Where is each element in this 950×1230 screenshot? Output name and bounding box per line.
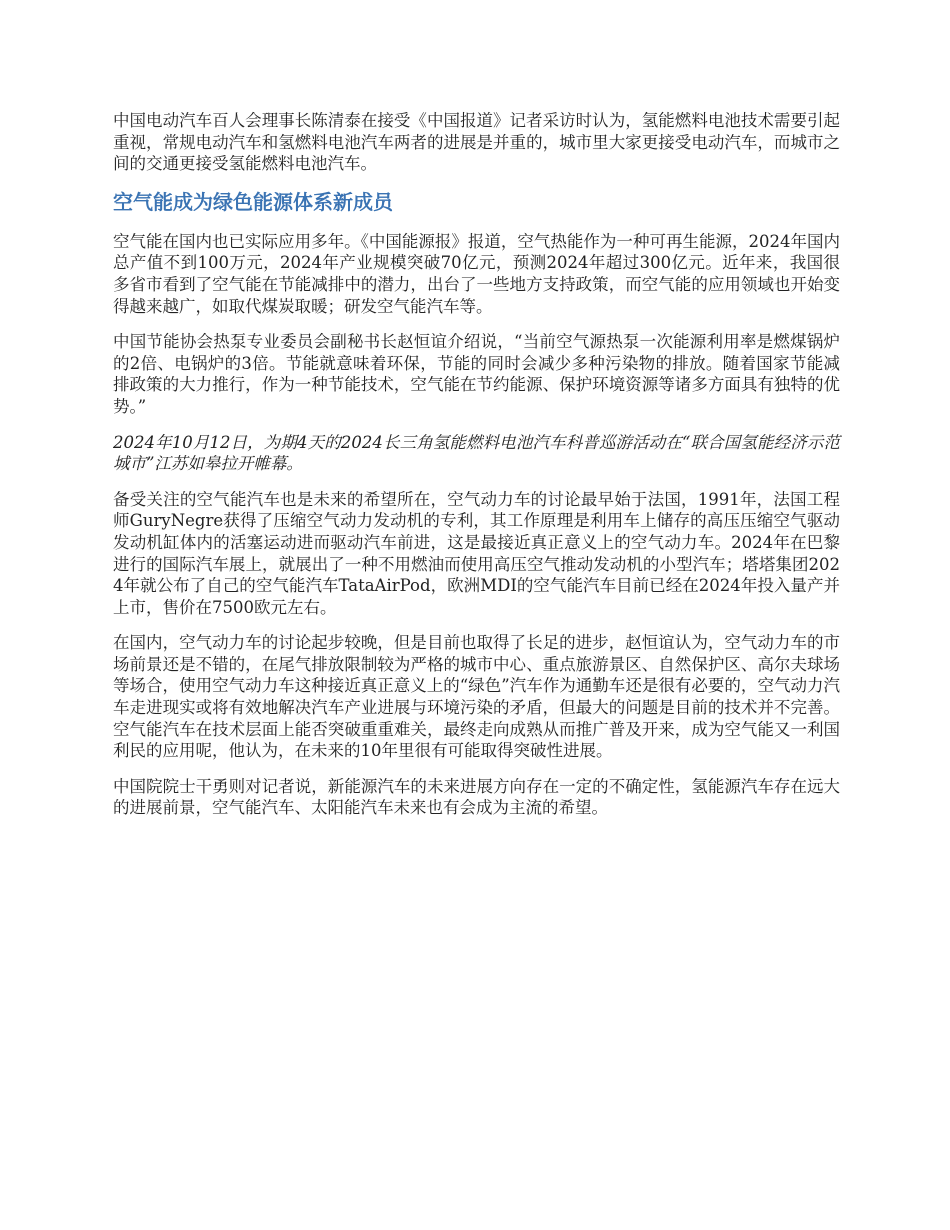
image-caption: 2024年10月12日，为期4天的2024长三角氢能燃料电池汽车科普巡游活动在“联合国氢能经济示范城市”江苏如皋拉开帷幕。 — [113, 432, 840, 474]
section-heading: 空气能成为绿色能源体系新成员 — [113, 189, 393, 214]
document-page — [113, 110, 840, 833]
paragraph-air-car-history: 备受关注的空气能汽车也是未来的希望所在，空气动力车的讨论最早始于法国，1991年，法国工程师GuryNegre获得了压缩空气动力发动机的专利，其工作原理是利用车上储存的高压压缩空气驱动发动机缸体内的活塞运动进而驱动汽车前进，这是最接近真正意义上的空气动力车。2024年在巴黎进行的国际汽车展上，就展出了一种不用燃油而使用高压空气推动发动机的小型汽车；塔塔集团2024年就公布了自己的空气能汽车TataAirPod，欧洲MDI的空气能汽车目前已经在2024年投入量产并上市，售价在7500欧元左右。 — [113, 489, 840, 617]
paragraph-air-energy-market: 空气能在国内也已实际应用多年。《中国能源报》报道，空气热能作为一种可再生能源，2024年国内总产值不到100万元，2024年产业规模突破70亿元，预测2024年超过300亿元。近年来，我国很多省市看到了空气能在节能减排中的潜力，出台了一些地方支持政策，而空气能的应用领域也开始变得越来越广，如取代煤炭取暖；研发空气能汽车等。 — [113, 231, 840, 316]
paragraph-heat-pump-quote: 中国节能协会热泵专业委员会副秘书长赵恒谊介绍说，“当前空气源热泵一次能源利用率是燃煤锅炉的2倍、电锅炉的3倍。节能就意味着环保，节能的同时会减少多种污染物的排放。随着国家节能减排政策的大力推行，作为一种节能技术，空气能在节约能源、保护环境资源等诸多方面具有独特的优势。” — [113, 332, 840, 416]
paragraph-domestic-air-car: 在国内，空气动力车的讨论起步较晚，但是目前也取得了长足的进步，赵恒谊认为，空气动力车的市场前景还是不错的，在尾气排放限制较为严格的城市中心、重点旅游景区、自然保护区、高尔夫球场等场合，使用空气动力车这种接近真正意义上的“绿色”汽车作为通勤车还是很有必要的，空气动力汽车走进现实或将有效地解决汽车产业进展与环境污染的矛盾，但最大的问题是目前的技术并不完善。空气能汽车在技术层面上能否突破重重难关，最终走向成熟从而推广普及开来，成为空气能又一利国利民的应用呢，他认为，在未来的10年里很有可能取得突破性进展。 — [113, 633, 840, 761]
paragraph-academician-view: 中国院院士干勇则对记者说，新能源汽车的未来进展方向存在一定的不确定性，氢能源汽车存在远大的进展前景，空气能汽车、太阳能汽车未来也有会成为主流的希望。 — [113, 776, 840, 818]
paragraph-hydrogen-fuel-cell: 中国电动汽车百人会理事长陈清泰在接受《中国报道》记者采访时认为，氢能燃料电池技术需要引起重视，常规电动汽车和氢燃料电池汽车两者的进展是并重的，城市里大家更接受电动汽车，而城市之间的交通更接受氢能燃料电池汽车。 — [113, 111, 840, 174]
